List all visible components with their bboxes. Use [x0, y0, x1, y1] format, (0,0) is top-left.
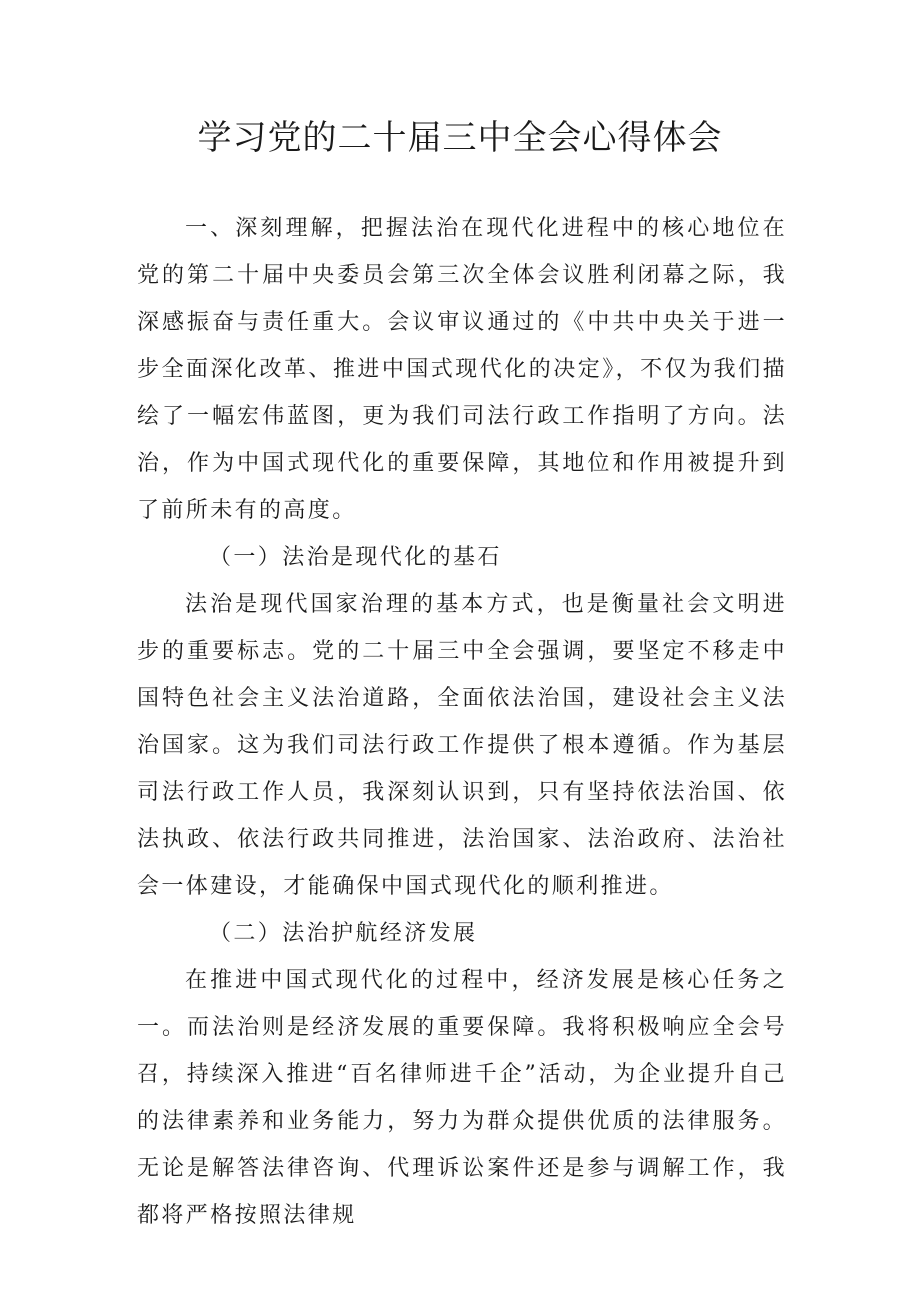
section-heading-1: （一）法治是现代化的基石 [209, 545, 502, 570]
document-body [137, 205, 787, 1239]
paragraph-3: 在推进中国式现代化的过程中，经济发展是核心任务之一。而法治则是经济发展的重要保障。我将积极响应全会号召，持续深入推进“百名律师进千企”活动，为企业提升自己的法律素养和业务能力，努力为群众提供优质的法律服务。无论是解答法律咨询、代理诉讼案件还是参与调解工作，我都将严格按照法律规 [137, 968, 787, 1228]
paragraph-1: 一、深刻理解，把握法治在现代化进程中的核心地位在党的第二十届中央委员会第三次全体会议胜利闭幕之际，我深感振奋与责任重大。会议审议通过的《中共中央关于进一步全面深化改革、推进中国式现代化的决定》，不仅为我们描绘了一幅宏伟蓝图，更为我们司法行政工作指明了方向。法治，作为中国式现代化的重要保障，其地位和作用被提升到了前所未有的高度。 [137, 216, 787, 523]
paragraph-2: 法治是现代国家治理的基本方式，也是衡量社会文明进步的重要标志。党的二十届三中全会强调，要坚定不移走中国特色社会主义法治道路，全面依法治国，建设社会主义法治国家。这为我们司法行政工作提供了根本遵循。作为基层司法行政工作人员，我深刻认识到，只有坚持依法治国、依法执政、依法行政共同推进，法治国家、法治政府、法治社会一体建设，才能确保中国式现代化的顺利推进。 [137, 592, 787, 899]
section-heading-2: （二）法治护航经济发展 [209, 921, 478, 946]
document-title: 学习党的二十届三中全会心得体会 [197, 118, 723, 158]
